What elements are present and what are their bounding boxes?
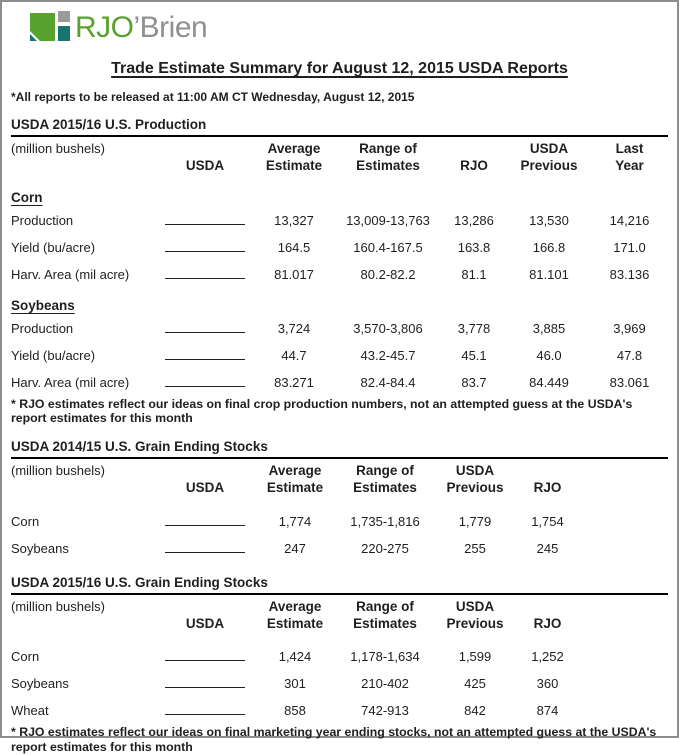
column-header xyxy=(515,595,580,638)
value-cell: 81.1 xyxy=(461,266,487,282)
report-section xyxy=(11,117,668,426)
table-row xyxy=(11,670,580,697)
column-header-text: RJO xyxy=(533,480,562,496)
unit-label: (million bushels) xyxy=(11,141,105,156)
usda-write-in-cell xyxy=(155,670,255,697)
table-row xyxy=(11,697,580,724)
value-cell: 44.7 xyxy=(281,347,307,363)
row-label: Harv. Area (mil acre) xyxy=(11,374,130,390)
value-cell: 1,735-1,816 xyxy=(350,513,420,529)
usda-write-in-cell xyxy=(155,502,255,535)
value-cell: 425 xyxy=(464,676,486,692)
estimates-table xyxy=(11,595,580,725)
section-footnote: * RJO estimates reflect our ideas on final marketing year ending stocks, not an attempted guess at the USDA's report estimates for this month xyxy=(11,725,657,754)
section-heading: USDA 2015/16 U.S. Production xyxy=(11,117,668,137)
row-label: Corn xyxy=(11,649,40,665)
column-header xyxy=(155,595,255,638)
usda-blank-line xyxy=(165,648,245,661)
column-header-text: USDA xyxy=(185,615,225,631)
column-header xyxy=(443,137,505,180)
value-cell: 1,424 xyxy=(278,649,312,665)
column-header-row xyxy=(11,137,666,180)
value-cell: 210-402 xyxy=(361,676,409,692)
value-cell: 3,570-3,806 xyxy=(353,320,423,336)
table-row xyxy=(11,207,666,234)
usda-write-in-cell xyxy=(155,234,255,261)
value-cell: 84.449 xyxy=(529,374,569,390)
value-cell: 858 xyxy=(284,703,306,719)
value-cell: 1,779 xyxy=(458,513,492,529)
usda-blank-line xyxy=(165,702,245,715)
usda-write-in-cell xyxy=(155,535,255,562)
usda-blank-line xyxy=(165,374,245,387)
value-cell: 46.0 xyxy=(536,347,562,363)
value-cell: 1,599 xyxy=(458,649,492,665)
value-cell: 83.271 xyxy=(274,374,314,390)
row-label: Harv. Area (mil acre) xyxy=(11,266,130,282)
column-header xyxy=(335,595,435,638)
column-header-text: Average Estimate xyxy=(266,463,324,496)
group-heading: Corn xyxy=(11,189,43,205)
group-row xyxy=(11,288,666,315)
value-cell: 245 xyxy=(536,540,559,556)
brand-wordmark xyxy=(75,8,207,48)
row-label: Wheat xyxy=(11,703,49,719)
value-cell: 81.017 xyxy=(274,266,314,282)
group-cell xyxy=(11,288,666,315)
value-cell: 3,778 xyxy=(457,320,491,336)
column-header-text: USDA Previous xyxy=(446,463,504,496)
usda-blank-line xyxy=(165,239,245,252)
usda-write-in-cell xyxy=(155,261,255,288)
column-header xyxy=(255,137,333,180)
usda-blank-line xyxy=(165,266,245,279)
column-header-text: RJO xyxy=(533,615,562,631)
column-header-row xyxy=(11,595,580,638)
value-cell: 301 xyxy=(284,676,306,692)
usda-write-in-cell xyxy=(155,369,255,396)
column-header xyxy=(593,137,666,180)
value-cell: 83.136 xyxy=(609,266,650,282)
value-cell: 1,252 xyxy=(531,649,564,665)
usda-blank-line xyxy=(165,513,245,526)
column-header-text: USDA xyxy=(185,158,225,174)
usda-write-in-cell xyxy=(155,697,255,724)
group-heading: Soybeans xyxy=(11,297,75,313)
estimates-table xyxy=(11,459,580,562)
rjobrien-logo-icon xyxy=(30,8,70,48)
column-header-text: RJO xyxy=(460,158,488,174)
value-cell: 13,286 xyxy=(454,212,494,228)
value-cell: 163.8 xyxy=(457,239,491,255)
brand-logo xyxy=(30,8,668,52)
column-header-text: Range of Estimates xyxy=(353,598,417,631)
row-label: Soybeans xyxy=(11,540,69,556)
value-cell: 45.1 xyxy=(461,347,487,363)
value-cell: 13,327 xyxy=(274,212,314,228)
row-label: Soybeans xyxy=(11,676,69,692)
table-row xyxy=(11,535,580,562)
table-row xyxy=(11,369,666,396)
column-header-text: USDA xyxy=(185,480,225,496)
sections xyxy=(11,117,668,755)
row-label: Corn xyxy=(11,513,40,529)
table-row xyxy=(11,637,580,670)
value-cell: 47.8 xyxy=(616,347,643,363)
value-cell: 83.7 xyxy=(461,374,487,390)
value-cell: 166.8 xyxy=(532,239,566,255)
unit-label: (million bushels) xyxy=(11,463,105,479)
column-header xyxy=(435,459,515,502)
section-footnote: * RJO estimates reflect our ideas on final crop production numbers, not an attempted guess at the USDA's report estimates for this month xyxy=(11,396,633,426)
value-cell: 14,216 xyxy=(609,212,650,228)
table-row xyxy=(11,342,666,369)
row-label: Production xyxy=(11,320,74,336)
value-cell: 83.061 xyxy=(609,374,650,390)
column-header xyxy=(155,137,255,180)
value-cell: 742-913 xyxy=(361,703,409,719)
section-heading: USDA 2014/15 U.S. Grain Ending Stocks xyxy=(11,439,668,459)
release-note: *All reports to be released at 11:00 AM CT Wednesday, August 12, 2015 xyxy=(11,90,415,104)
column-header xyxy=(435,595,515,638)
column-header-text: USDA Previous xyxy=(520,141,578,174)
value-cell: 3,724 xyxy=(277,320,311,336)
usda-write-in-cell xyxy=(155,315,255,342)
report-section xyxy=(11,575,668,755)
section-heading: USDA 2015/16 U.S. Grain Ending Stocks xyxy=(11,575,668,595)
usda-blank-line xyxy=(165,212,245,225)
column-header xyxy=(515,459,580,502)
value-cell: 874 xyxy=(536,703,559,719)
report-section xyxy=(11,439,668,562)
row-label: Production xyxy=(11,212,74,228)
group-row xyxy=(11,180,666,207)
estimates-table xyxy=(11,137,666,396)
value-cell: 247 xyxy=(284,540,306,556)
column-header-row xyxy=(11,459,580,502)
column-header-text: Range of Estimates xyxy=(356,141,420,174)
table-row xyxy=(11,502,580,535)
brand-wordmark-secondary: ’Brien xyxy=(133,11,208,44)
column-header xyxy=(255,459,335,502)
value-cell: 171.0 xyxy=(613,239,646,255)
column-header-text: Average Estimate xyxy=(265,141,323,174)
value-cell: 81.101 xyxy=(529,266,569,282)
table-row xyxy=(11,261,666,288)
table-row xyxy=(11,234,666,261)
column-header xyxy=(335,459,435,502)
value-cell: 360 xyxy=(536,676,559,692)
value-cell: 255 xyxy=(464,540,486,556)
value-cell: 220-275 xyxy=(361,540,409,556)
unit-label: (million bushels) xyxy=(11,598,105,614)
brand-wordmark-primary: RJO xyxy=(75,11,134,44)
column-header xyxy=(155,459,255,502)
value-cell: 1,774 xyxy=(278,513,312,529)
column-header-text: Range of Estimates xyxy=(353,463,417,496)
value-cell: 3,969 xyxy=(613,320,646,336)
column-header xyxy=(255,595,335,638)
value-cell: 1,178-1,634 xyxy=(350,649,420,665)
usda-write-in-cell xyxy=(155,637,255,670)
value-cell: 1,754 xyxy=(531,513,564,529)
usda-write-in-cell xyxy=(155,342,255,369)
value-cell: 160.4-167.5 xyxy=(353,239,423,255)
value-cell: 13,530 xyxy=(529,212,569,228)
value-cell: 13,009-13,763 xyxy=(346,212,430,228)
value-cell: 82.4-84.4 xyxy=(360,374,416,390)
usda-blank-line xyxy=(165,540,245,553)
usda-blank-line xyxy=(165,675,245,688)
column-header xyxy=(333,137,443,180)
value-cell: 164.5 xyxy=(277,239,311,255)
row-label: Yield (bu/acre) xyxy=(11,347,96,363)
value-cell: 80.2-82.2 xyxy=(360,266,416,282)
column-header-text: Last Year xyxy=(615,141,644,174)
column-header xyxy=(505,137,593,180)
value-cell: 3,885 xyxy=(532,320,566,336)
column-header-text: Average Estimate xyxy=(266,598,324,631)
page-title: Trade Estimate Summary for August 12, 2015 USDA Reports xyxy=(111,60,568,77)
table-row xyxy=(11,315,666,342)
value-cell: 842 xyxy=(464,703,486,719)
usda-blank-line xyxy=(165,347,245,360)
row-label: Yield (bu/acre) xyxy=(11,239,96,255)
usda-write-in-cell xyxy=(155,207,255,234)
column-header-text: USDA Previous xyxy=(446,598,504,631)
value-cell: 43.2-45.7 xyxy=(360,347,416,363)
group-cell xyxy=(11,180,666,207)
usda-blank-line xyxy=(165,320,245,333)
